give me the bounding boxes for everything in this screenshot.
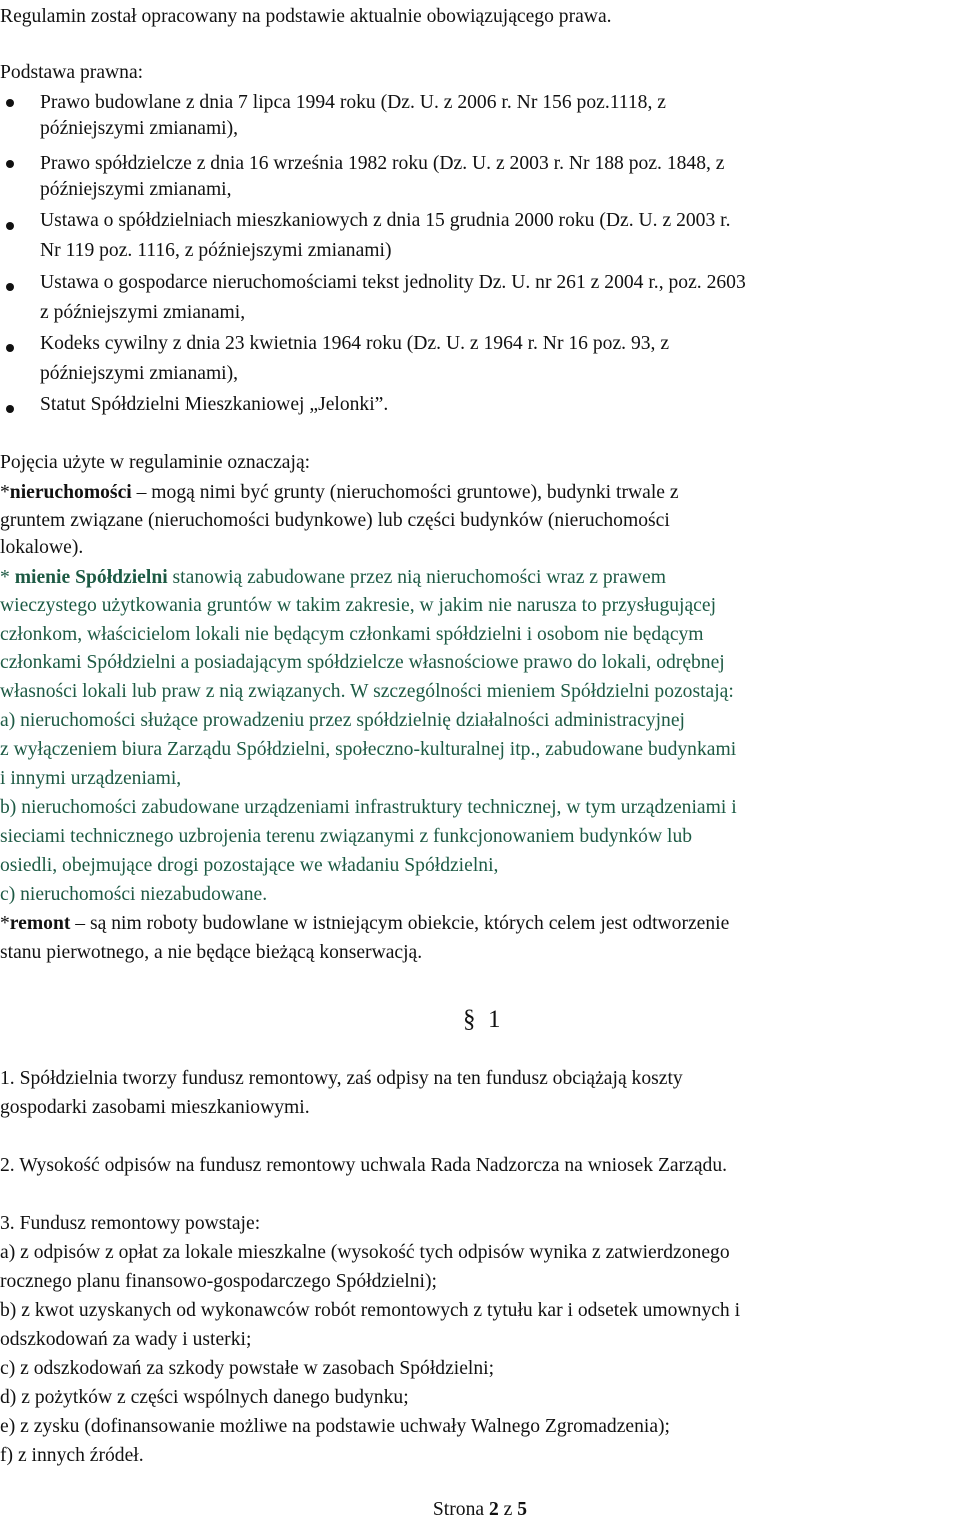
section-heading	[463, 1004, 501, 1036]
point-3-line: odszkodowań za wady i usterki;	[0, 1329, 252, 1350]
bullet-icon	[6, 160, 14, 168]
definition-term: mienie Spółdzielni	[14, 567, 168, 588]
legal-basis-item-1-line2: późniejszymi zmianami),	[40, 118, 239, 139]
definition-remont: *remont – są nim roboty budowlane w istniejącym obiekcie, których celem jest odtworzenie	[0, 913, 730, 934]
legal-basis-item-3-line2: Nr 119 poz. 1116, z późniejszymi zmianami)	[40, 240, 392, 261]
legal-basis-item-4-line1: Ustawa o gospodarce nieruchomościami tekst jednolity Dz. U. nr 261 z 2004 r., poz. 2603	[40, 272, 746, 293]
point-3-line: f) z innych źródeł.	[0, 1445, 144, 1466]
legal-basis-item-1-line1: Prawo budowlane z dnia 7 lipca 1994 roku (Dz. U. z 2006 r. Nr 156 poz.1118, z	[40, 92, 666, 113]
page-footer: Strona 2 z 5	[432, 1499, 528, 1520]
legal-basis-item-4-line2: z późniejszymi zmianami,	[40, 302, 246, 323]
point-3-line: a) z odpisów z opłat za lokale mieszkalne (wysokość tych odpisów wynika z zatwierdzonego	[0, 1242, 730, 1263]
definition-mienie-line: sieciami technicznego uzbrojenia terenu związanymi z funkcjonowaniem budynków lub	[0, 826, 693, 847]
bullet-icon	[6, 283, 14, 291]
current-page-number: 2	[488, 1499, 499, 1520]
definition-mienie-line: członkami Spółdzielni a posiadającym spółdzielcze własnościowe prawo do lokali, odrębnej	[0, 652, 725, 673]
point-3-heading: 3. Fundusz remontowy powstaje:	[0, 1213, 261, 1234]
definition-mienie: * mienie Spółdzielni stanowią zabudowane przez nią nieruchomości wraz z prawem	[0, 567, 666, 588]
definition-mienie-line: członkom, właścicielom lokali nie będącym członkami spółdzielni i osobom nie będącym	[0, 624, 704, 645]
legal-basis-item-6-line1: Statut Spółdzielni Mieszkaniowej „Jelonki”.	[40, 394, 389, 415]
legal-basis-item-2-line2: późniejszymi zmianami,	[40, 179, 232, 200]
total-page-count: 5	[517, 1499, 528, 1520]
definition-nieruchomosci-line3: lokalowe).	[0, 537, 84, 558]
point-3-line: b) z kwot uzyskanych od wykonawców robót remontowych z tytułu kar i odsetek umownych i	[0, 1300, 741, 1321]
definition-mienie-line: b) nieruchomości zabudowane urządzeniami infrastruktury technicznej, w tym urządzeniami i	[0, 797, 737, 818]
point-1-line1: 1. Spółdzielnia tworzy fundusz remontowy, zaś odpisy na ten fundusz obciążają koszty	[0, 1068, 683, 1089]
definitions-heading: Pojęcia użyte w regulaminie oznaczają:	[0, 452, 311, 473]
section-number: 1	[488, 1006, 501, 1033]
definition-mienie-line: i innymi urządzeniami,	[0, 768, 182, 789]
intro-line: Regulamin został opracowany na podstawie aktualnie obowiązującego prawa.	[0, 6, 612, 27]
definition-mienie-line: osiedli, obejmujące drogi pozostające we władaniu Spółdzielni,	[0, 855, 499, 876]
bullet-icon	[6, 99, 14, 107]
legal-basis-item-5-line1: Kodeks cywilny z dnia 23 kwietnia 1964 roku (Dz. U. z 1964 r. Nr 16 poz. 93, z	[40, 333, 670, 354]
definition-nieruchomosci-line2: gruntem związane (nieruchomości budynkowe) lub części budynków (nieruchomości	[0, 510, 670, 531]
definition-remont-line2: stanu pierwotnego, a nie będące bieżącą konserwacją.	[0, 942, 423, 963]
definition-mienie-line: a) nieruchomości służące prowadzeniu przez spółdzielnię działalności administracyjnej	[0, 710, 685, 731]
legal-basis-item-5-line2: późniejszymi zmianami),	[40, 363, 239, 384]
legal-basis-heading: Podstawa prawna:	[0, 62, 144, 83]
definition-term: remont	[9, 913, 71, 934]
legal-basis-item-2-line1: Prawo spółdzielcze z dnia 16 września 1982 roku (Dz. U. z 2003 r. Nr 188 poz. 1848, z	[40, 153, 725, 174]
bullet-icon	[6, 344, 14, 352]
point-3-line: rocznego planu finansowo-gospodarczego Spółdzielni);	[0, 1271, 437, 1292]
point-3-line: c) z odszkodowań za szkody powstałe w zasobach Spółdzielni;	[0, 1358, 495, 1379]
legal-basis-item-3-line1: Ustawa o spółdzielniach mieszkaniowych z dnia 15 grudnia 2000 roku (Dz. U. z 2003 r.	[40, 210, 731, 231]
section-symbol: §	[463, 1006, 476, 1033]
definition-mienie-line: z wyłączeniem biura Zarządu Spółdzielni, społeczno-kulturalnej itp., zabudowane budynkami	[0, 739, 737, 760]
definition-mienie-line: c) nieruchomości niezabudowane.	[0, 884, 268, 905]
point-3-line: e) z zysku (dofinansowanie możliwe na podstawie uchwały Walnego Zgromadzenia);	[0, 1416, 671, 1437]
definition-nieruchomosci: *nieruchomości – mogą nimi być grunty (nieruchomości gruntowe), budynki trwale z	[0, 482, 679, 503]
bullet-icon	[6, 405, 14, 413]
definition-mienie-line: wieczystego użytkowania gruntów w takim zakresie, w jakim nie narusza to przysługującej	[0, 595, 717, 616]
point-2: 2. Wysokość odpisów na fundusz remontowy uchwala Rada Nadzorcza na wniosek Zarządu.	[0, 1155, 728, 1176]
point-3-line: d) z pożytków z części wspólnych danego budynku;	[0, 1387, 409, 1408]
point-1-line2: gospodarki zasobami mieszkaniowymi.	[0, 1097, 310, 1118]
definition-mienie-line: własności lokali lub praw z nią związanych. W szczególności mieniem Spółdzielni pozostają:	[0, 681, 734, 702]
bullet-icon	[6, 222, 14, 230]
definition-term: nieruchomości	[9, 482, 132, 503]
